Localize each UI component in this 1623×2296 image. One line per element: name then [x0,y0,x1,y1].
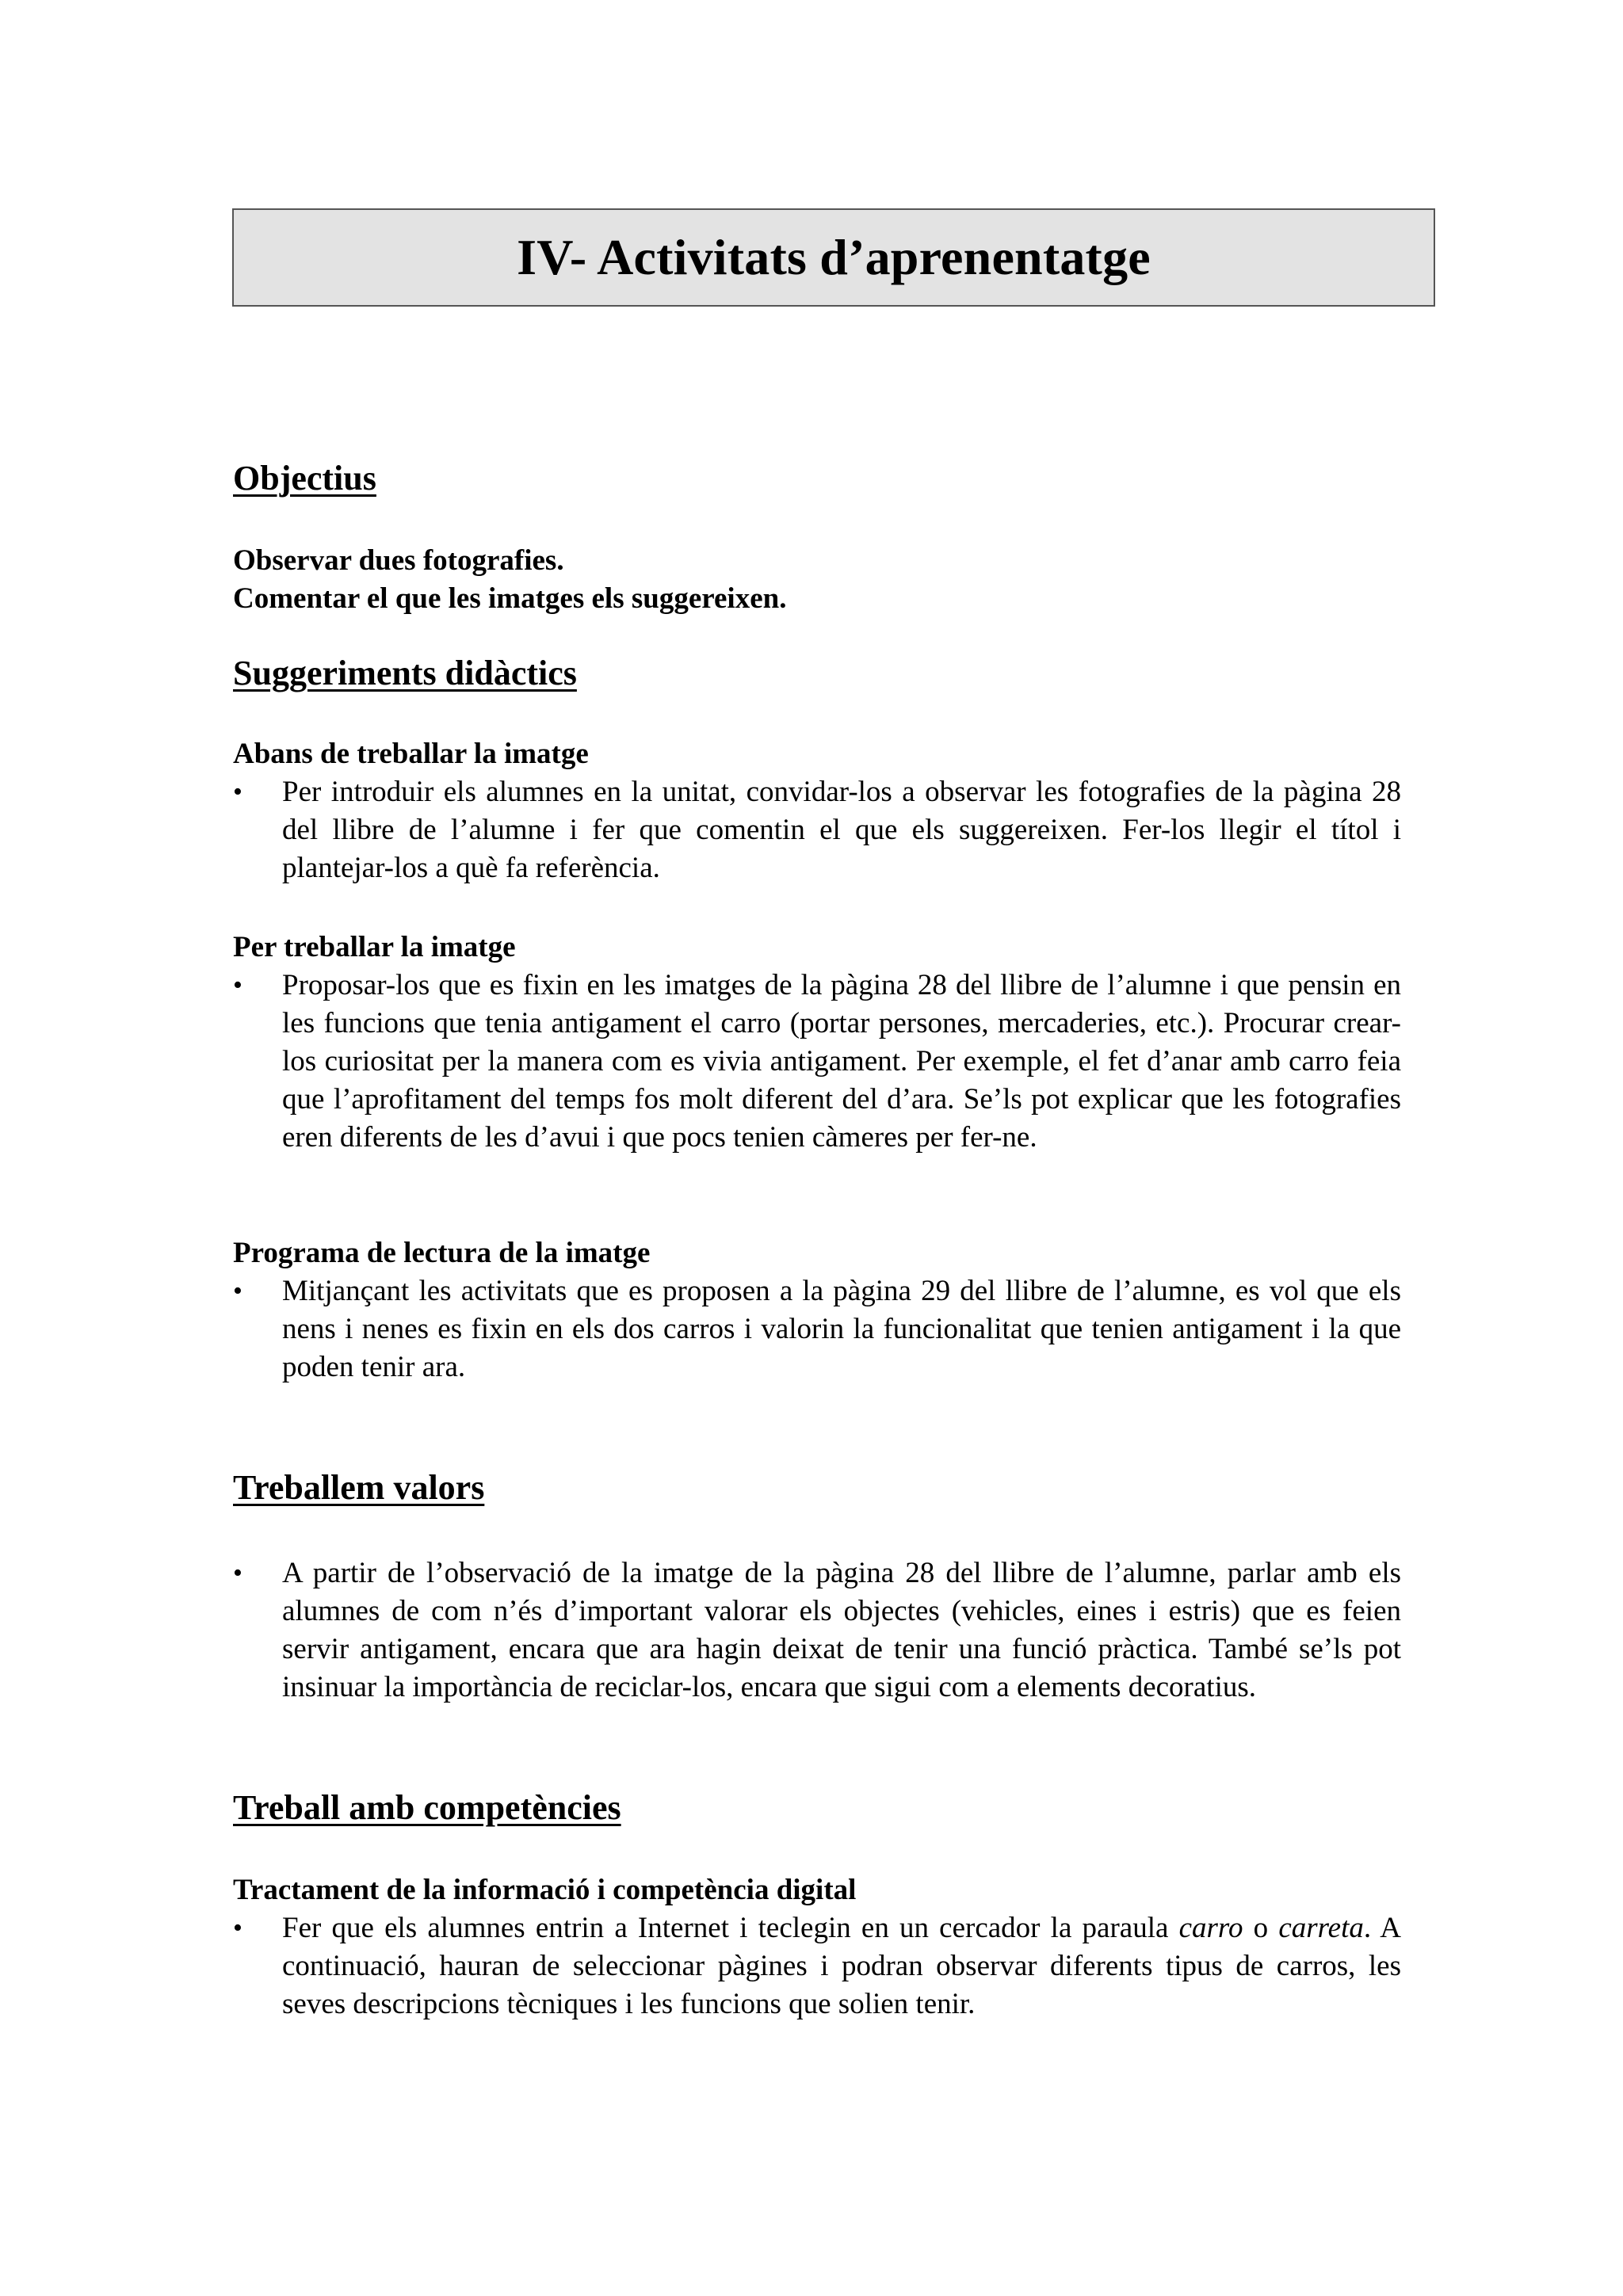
bullet-icon: • [233,1913,242,1943]
block-abans [233,735,1401,887]
section-objectius [233,458,1401,498]
bullet-text: Proposar-los que es fixin en les imatges de la pàgina 28 del llibre de l’alumne i que pensin en les funcions que tenia antigament el carro (portar persones, mercaderies, etc.). Procurar crear-los curiositat per la manera com es vivia antigament. Per exemple, el fet d’anar amb carro feia que l’aprofitament del temps fos molt diferent del d’ara. Se’ls pot explicar que les fotografies eren diferents de les d’avui i que pocs tenien càmeres per fer-ne. [282,969,1401,1154]
objectiu-line: Comentar el que les imatges els suggereixen. [233,582,787,615]
bullet-text-part: Fer que els alumnes entrin a Internet i teclegin en un cercador la paraula [282,1912,1179,1944]
subheading-competencies: Tractament de la informació i competència digital [233,1874,857,1906]
section-heading-suggeriments: Suggeriments didàctics [233,654,577,692]
bullet-item [233,1272,1401,1386]
bullet-item [233,1909,1401,2023]
bullet-item [233,773,1401,887]
bullet-icon: • [233,777,242,807]
subheading-per-treballar: Per treballar la imatge [233,931,516,963]
bullet-icon: • [233,1558,242,1588]
term-carro: carro [1178,1912,1243,1944]
bullet-text: Per introduir els alumnes en la unitat, convidar-los a observar les fotografies de la pàgina 28 del llibre de l’alumne i fer que comentin el que els suggereixen. Fer-los llegir el títol i plantejar-los a què fa referència. [282,776,1401,884]
objectiu-line: Observar dues fotografies. [233,544,564,577]
section-heading-valors: Treballem valors [233,1468,485,1507]
block-valors [233,1554,1401,1707]
objectius-list [233,542,1401,618]
section-valors [233,1467,1401,1508]
bullet-text: A partir de l’observació de la imatge de la pàgina 28 del llibre de l’alumne, parlar amb els alumnes de com n’és d’important valorar els objectes (vehicles, eines i estris) que es feien servir antigament, encara que ara hagin deixat de tenir una funció pràctica. També se’ls pot insinuar la importància de reciclar-los, encara que sigui com a elements decoratius. [282,1557,1401,1703]
bullet-text-part: . A continuació, hauran de seleccionar pàgines i podran observar diferents tipus de carros, les seves descripcions tècniques i les funcions que solien tenir. [282,1912,1401,2020]
section-competencies [233,1787,1401,1828]
bullet-text: Mitjançant les activitats que es proposen a la pàgina 29 del llibre de l’alumne, es vol que els nens i nenes es fixin en els dos carros i valorin la funcionalitat que tenien antigament i la que poden tenir ara. [282,1275,1401,1383]
bullet-item [233,967,1401,1157]
bullet-icon: • [233,971,242,1000]
subheading-abans: Abans de treballar la imatge [233,738,589,770]
title-box [232,208,1435,307]
block-programa-lectura [233,1234,1401,1386]
bullet-item [233,1554,1401,1707]
section-suggeriments [233,653,1401,693]
bullet-text-part: o [1243,1912,1279,1944]
block-per-treballar [233,929,1401,1157]
subheading-programa-lectura: Programa de lectura de la imatge [233,1237,651,1269]
bullet-icon: • [233,1276,242,1306]
bullet-text [282,1912,1401,2020]
block-competencies [233,1871,1401,2023]
section-heading-objectius: Objectius [233,459,376,498]
term-carreta: carreta [1278,1912,1364,1944]
section-heading-competencies: Treball amb competències [233,1788,621,1827]
page-title: IV- Activitats d’aprenentatge [517,229,1151,285]
